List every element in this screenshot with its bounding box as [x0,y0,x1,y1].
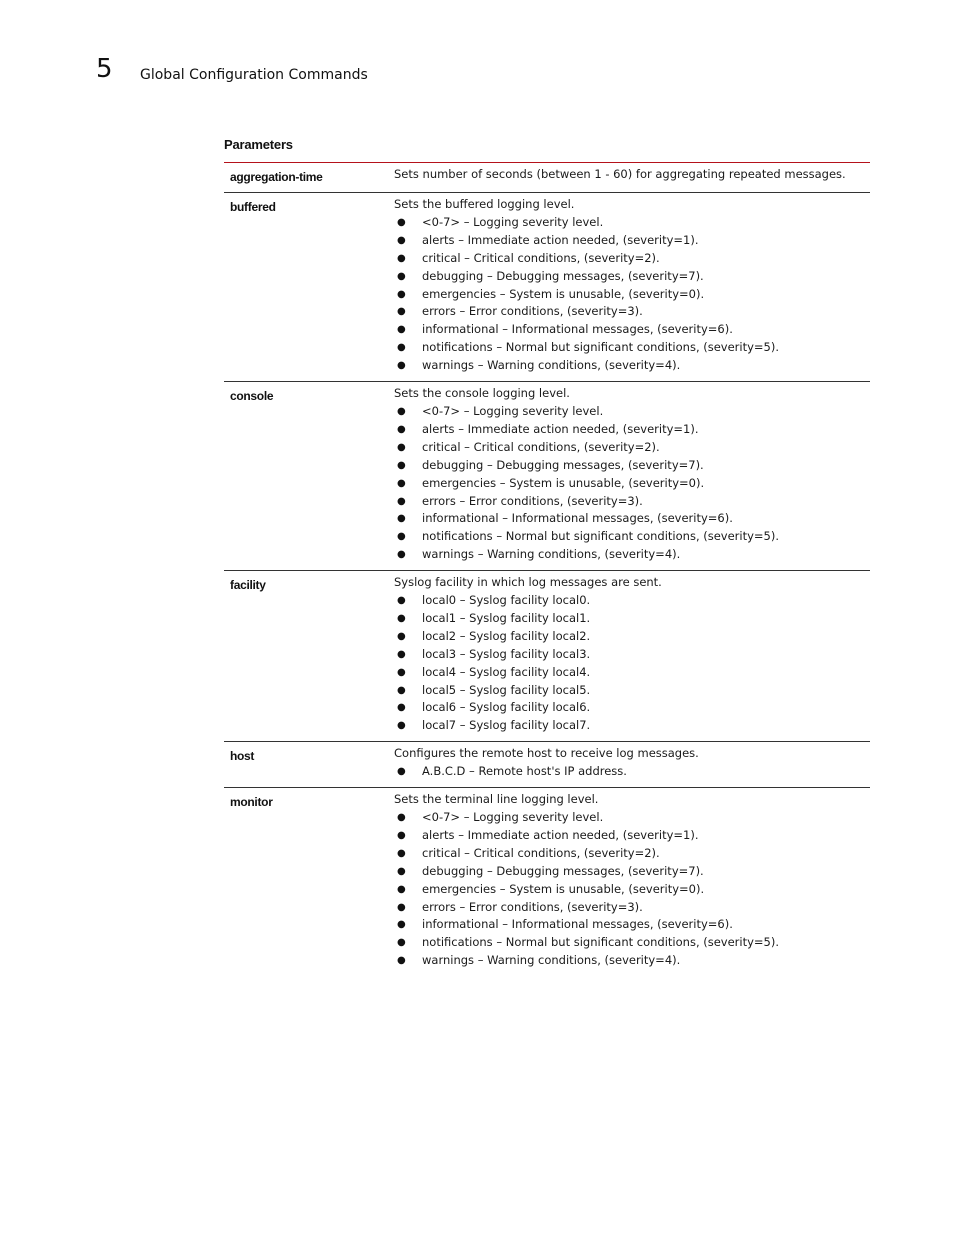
option-text: local3 – Syslog facility local3. [422,646,591,661]
option-item [394,682,870,700]
bullet-icon: ● [397,666,406,678]
bullet-icon: ● [397,955,406,967]
bullet-icon: ● [397,549,406,561]
option-item [394,863,870,881]
param-name: aggregation-time [230,170,323,184]
bullet-icon: ● [397,919,406,931]
option-item [394,303,870,321]
bullet-icon: ● [397,459,406,471]
bullet-icon: ● [397,495,406,507]
option-item [394,845,870,863]
bullet-icon: ● [397,513,406,525]
bullet-icon: ● [397,531,406,543]
option-text: critical – Critical conditions, (severity=2). [422,439,660,454]
option-item [394,809,870,827]
option-item [394,493,870,511]
option-item [394,232,870,250]
option-text: <0-7> – Logging severity level. [422,403,604,418]
option-item [394,916,870,934]
bullet-icon: ● [397,865,406,877]
option-list [394,809,870,970]
option-text: critical – Critical conditions, (severity=2). [422,250,660,265]
option-text: warnings – Warning conditions, (severity=4). [422,953,681,968]
option-item [394,403,870,421]
option-text: informational – Informational messages, (severity=6). [422,322,733,337]
bullet-icon: ● [397,702,406,714]
option-text: emergencies – System is unusable, (severity=0). [422,881,705,896]
bullet-icon: ● [397,423,406,435]
option-item [394,439,870,457]
option-text: errors – Error conditions, (severity=3). [422,304,643,319]
option-text: emergencies – System is unusable, (severity=0). [422,286,705,301]
option-text: alerts – Immediate action needed, (severity=1). [422,421,699,436]
bullet-icon: ● [397,252,406,264]
option-text: errors – Error conditions, (severity=3). [422,899,643,914]
option-text: debugging – Debugging messages, (severity=7). [422,863,704,878]
section-heading: Parameters [224,137,293,152]
option-item [394,421,870,439]
option-text: alerts – Immediate action needed, (severity=1). [422,827,699,842]
option-text: local1 – Syslog facility local1. [422,610,591,625]
param-description [394,574,870,735]
option-text: notifications – Normal but significant conditions, (severity=5). [422,935,780,950]
option-text: local2 – Syslog facility local2. [422,628,591,643]
chapter-title: Global Configuration Commands [140,67,368,83]
bullet-icon: ● [397,360,406,372]
option-item [394,528,870,546]
param-description [394,745,870,781]
option-list [394,403,870,564]
bullet-icon: ● [397,234,406,246]
param-description-text: Configures the remote host to receive log messages. [394,746,699,761]
option-item [394,827,870,845]
param-description [394,385,870,564]
param-row-facility [224,571,870,742]
param-row-buffered [224,193,870,382]
option-item [394,214,870,232]
chapter-number: 5 [96,54,113,84]
option-item [394,934,870,952]
option-text: critical – Critical conditions, (severity=2). [422,845,660,860]
option-text: alerts – Immediate action needed, (severity=1). [422,232,699,247]
param-description-text: Sets the terminal line logging level. [394,792,599,807]
bullet-icon: ● [397,216,406,228]
option-item [394,268,870,286]
option-item [394,457,870,475]
option-item [394,899,870,917]
option-text: informational – Informational messages, (severity=6). [422,917,733,932]
bullet-icon: ● [397,288,406,300]
bullet-icon: ● [397,766,406,778]
option-list [394,592,870,735]
option-item [394,475,870,493]
option-text: informational – Informational messages, (severity=6). [422,511,733,526]
option-item [394,546,870,564]
option-item [394,628,870,646]
option-text: local6 – Syslog facility local6. [422,700,591,715]
param-row-monitor [224,788,870,976]
bullet-icon: ● [397,684,406,696]
option-item [394,646,870,664]
bullet-icon: ● [397,405,406,417]
option-item [394,664,870,682]
bullet-icon: ● [397,937,406,949]
param-description [394,166,870,186]
bullet-icon: ● [397,901,406,913]
param-description-text: Syslog facility in which log messages are sent. [394,575,662,590]
option-text: local4 – Syslog facility local4. [422,664,591,679]
bullet-icon: ● [397,270,406,282]
option-text: A.B.C.D – Remote host's IP address. [422,764,627,779]
option-item [394,952,870,970]
option-item [394,357,870,375]
option-item [394,510,870,528]
bullet-icon: ● [397,648,406,660]
bullet-icon: ● [397,829,406,841]
bullet-icon: ● [397,720,406,732]
param-description-text: Sets number of seconds (between 1 - 60) for aggregating repeated messages. [394,167,846,181]
option-item [394,881,870,899]
bullet-icon: ● [397,441,406,453]
option-text: warnings – Warning conditions, (severity=4). [422,547,681,562]
option-text: errors – Error conditions, (severity=3). [422,493,643,508]
param-description-text: Sets the buffered logging level. [394,197,575,211]
option-text: <0-7> – Logging severity level. [422,214,604,229]
param-name: host [230,749,255,764]
option-text: emergencies – System is unusable, (severity=0). [422,475,705,490]
bullet-icon: ● [397,324,406,336]
option-item [394,763,870,781]
bullet-icon: ● [397,612,406,624]
bullet-icon: ● [397,630,406,642]
option-text: warnings – Warning conditions, (severity=4). [422,358,681,373]
bullet-icon: ● [397,595,406,607]
param-row-aggregation-time [224,163,870,193]
option-text: debugging – Debugging messages, (severity=7). [422,268,704,283]
option-text: debugging – Debugging messages, (severity=7). [422,457,704,472]
param-description [394,196,870,375]
bullet-icon: ● [397,812,406,823]
option-text: notifications – Normal but significant conditions, (severity=5). [422,529,780,544]
option-item [394,286,870,304]
bullet-icon: ● [397,306,406,318]
param-name: monitor [230,795,273,810]
option-item [394,250,870,268]
param-name: facility [230,578,266,593]
option-list [394,214,870,375]
option-text: notifications – Normal but significant conditions, (severity=5). [422,340,780,355]
param-row-console [224,382,870,571]
option-text: local7 – Syslog facility local7. [422,718,591,733]
option-item [394,610,870,628]
parameters-table [224,162,870,976]
option-text: <0-7> – Logging severity level. [422,810,604,824]
bullet-icon: ● [397,847,406,859]
option-text: local5 – Syslog facility local5. [422,682,591,697]
option-item [394,717,870,735]
bullet-icon: ● [397,477,406,489]
option-list [394,763,870,781]
option-item [394,592,870,610]
param-row-host [224,742,870,788]
param-description-text: Sets the console logging level. [394,386,570,401]
param-name: console [230,389,274,404]
option-item [394,321,870,339]
param-description [394,791,870,970]
bullet-icon: ● [397,883,406,895]
option-item [394,699,870,717]
option-text: local0 – Syslog facility local0. [422,593,591,608]
bullet-icon: ● [397,342,406,354]
param-name: buffered [230,200,276,214]
option-item [394,339,870,357]
